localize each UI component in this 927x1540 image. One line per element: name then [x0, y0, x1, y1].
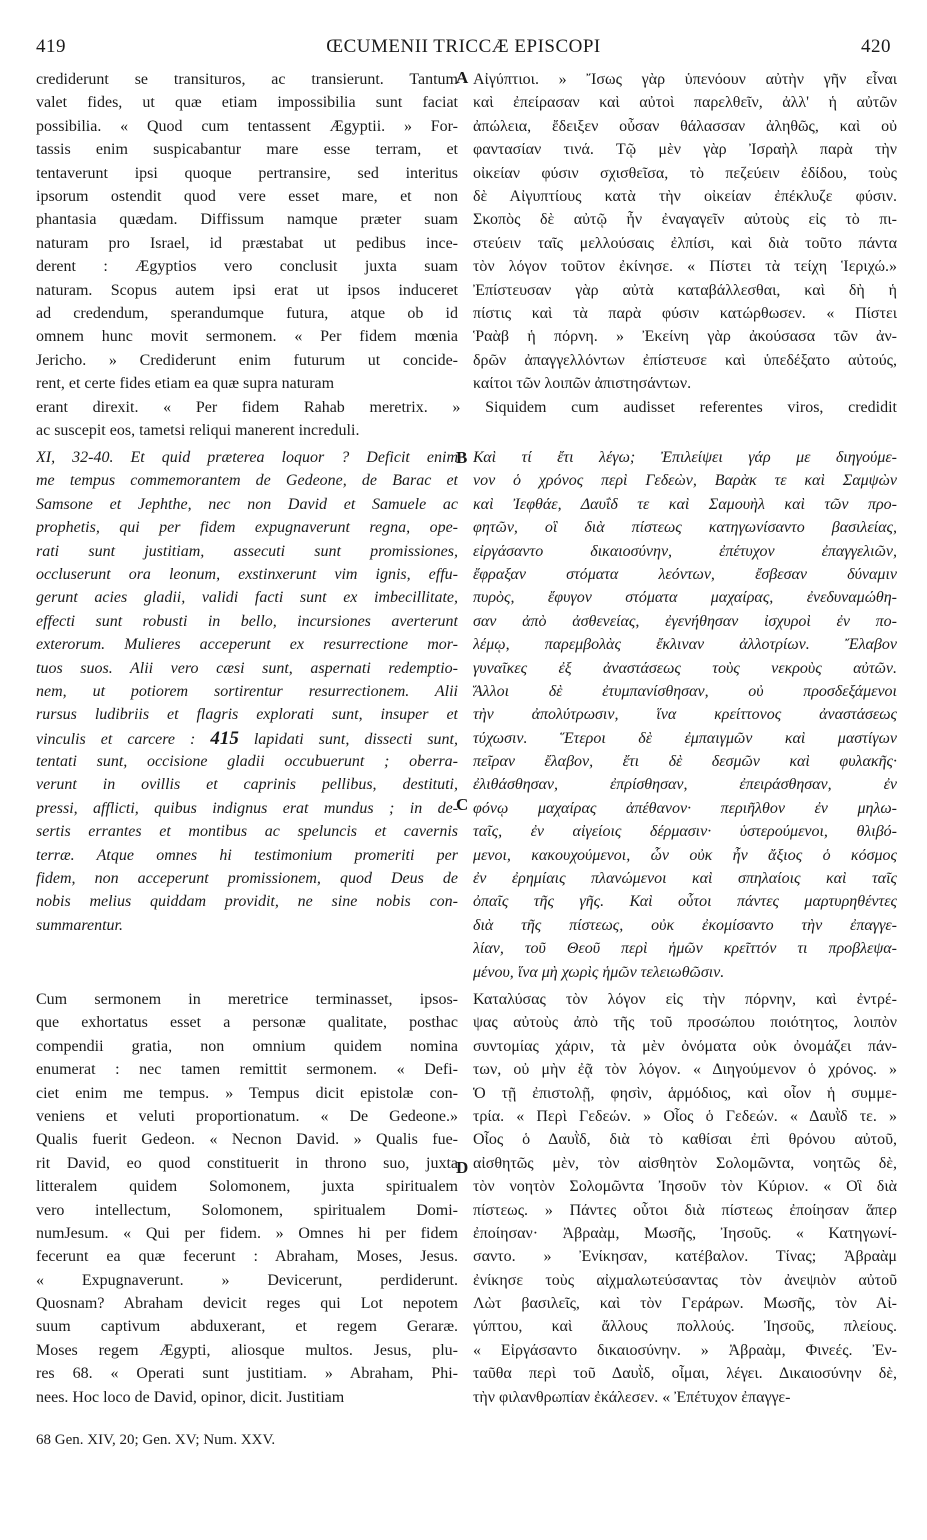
- text-line: αἰσθητῶς μὲν, τὸν αἰσθητὸν Σολομῶντα, νοητῶς δὲ,: [473, 1154, 897, 1172]
- text-line: πίστις καὶ τὰ παρὰ φύσιν κατώρθωσεν. « Πίστει: [473, 304, 897, 322]
- column-marker-d: D: [456, 1158, 469, 1177]
- text-line: litteralem quidem Solomonem, juxta spiritualem: [36, 1178, 458, 1196]
- text-line: Jericho. » Crediderunt enim futurum ut concide-: [36, 351, 458, 369]
- text-line: πυρὸς, ἔφυγον στόματα μαχαίρας, ἐνεδυναμώθη-: [473, 589, 897, 607]
- text-line: tentati sunt, occisione gladii occubuerunt ; oberra-: [36, 753, 458, 771]
- text-line: ταῦθα περὶ τοῦ Δαυῒδ, οἶμαι, λέγει. Δικαιοσύνην δὲ,: [473, 1365, 897, 1383]
- text-line: ipsorum ostendit quod vere esset mare, et non: [36, 187, 458, 205]
- text-line: Qualis fuerit Gedeon. « Necnon David. » Qualis fue-: [36, 1131, 458, 1149]
- text-line: terræ. Atque omnes hi testimonium promeriti per: [36, 846, 458, 864]
- latin-column-middle: [36, 446, 458, 937]
- text-line: ἐλιθάσθησαν, ἐπρίσθησαν, ἐπειράσθησαν, ἐν: [473, 776, 897, 794]
- latin-column-top: [36, 68, 458, 395]
- text-line: erant direxit. « Per fidem Rahab meretrix. » Siquidem cum audisset referentes viros, credidit: [36, 399, 897, 416]
- text-line: nobis melius quiddam providit, ne sine nobis con-: [36, 893, 458, 911]
- text-line: καίτοι τῶν λοιπῶν ἀπιστησάντων.: [473, 375, 692, 393]
- text-line: rent, et certe fides etiam ea quæ supra naturam: [36, 375, 335, 393]
- text-line: sertis errantes et montibus ac speluncis et cavernis: [36, 823, 458, 841]
- text-line: Καὶ τί ἔτι λέγω; Ἐπιλείψει γάρ με διηγούμε-: [473, 449, 897, 466]
- text-line: vinculis et carcere : 415 lapidati sunt, dissecti sunt,: [36, 727, 458, 749]
- text-line: πεῖραν ἔλαβον, ἔτι δὲ δεσμῶν καὶ φυλακῆς·: [473, 753, 897, 771]
- text-line: ciet enim me tempus. » Tempus dicit epistolæ con-: [36, 1084, 458, 1102]
- running-head: [36, 36, 891, 64]
- text-line: rursus ludibriis et flagris explorati sunt, insuper et: [36, 706, 458, 724]
- text-line: nees. Hoc loco de David, opinor, dicit. Justitiam: [36, 1388, 345, 1406]
- text-line: possibilia. « Quod cum tentassent Ægyptii. » For-: [36, 117, 458, 135]
- text-line: summarentur.: [36, 916, 123, 934]
- text-line: τρία. « Περὶ Γεδεών. » Οἷος ὁ Γεδεών. « Δαυῒδ τε. »: [473, 1107, 897, 1125]
- text-line: que exhortatus esset a personæ qualitate, posthac: [36, 1014, 458, 1032]
- text-line: enumerat : nec tamen remittit sermonem. « Defi-: [36, 1061, 458, 1079]
- text-line: gerunt acies gladii, validi facti sunt ex imbecillitate,: [36, 589, 458, 607]
- text-line: Οἷος ὁ Δαυῒδ, διὰ τὸ καθίσαι ἐπὶ θρόνου αὐτοῦ,: [473, 1131, 897, 1149]
- text-line: Λὼτ βασιλεῖς, καὶ τὸν Γεράρων. Μωσῆς, τὸν Αἰ-: [473, 1295, 897, 1313]
- text-line: ἐν ἐρημίαις πλανώμενοι καὶ σπηλαίοις καὶ ταῖς: [473, 870, 897, 888]
- text-line: γύπτου, καὶ ἄλλους πολλούς. Ἰησοῦς, πλείους.: [473, 1318, 897, 1336]
- text-line: τὴν φιλανθρωπίαν ἐκάλεσεν. « Ἐπέτυχον ἐπαγγε-: [473, 1388, 791, 1406]
- text-line: tassis enim suspicabantur mare esse terram, et: [36, 141, 458, 159]
- text-line: pressi, afflicti, quibus indignus erat mundus ; in de-: [36, 799, 458, 817]
- text-line: μενοι, κακουχούμενοι, ὧν οὐκ ἦν ἄξιος ὁ κόσμος: [473, 846, 897, 864]
- text-line: ἐνίκησε τοὺς αἰχμαλωτεύσαντας τὸν ἀνεψιὸν αὐτοῦ: [473, 1271, 897, 1289]
- text-line: τὴν ἀπολύτρωσιν, ἵνα κρείττονος ἀναστάσεως: [473, 706, 897, 724]
- footnote: 68 Gen. XIV, 20; Gen. XV; Num. XXV.: [36, 1432, 276, 1448]
- column-marker-c: C: [456, 795, 469, 814]
- text-line: exterorum. Mulieres acceperunt ex resurrectione mor-: [36, 636, 458, 654]
- text-line: Ῥαὰβ ἡ πόρνη. » Ἐκείνη γὰρ ἀκούσασα τῶν ἀν-: [473, 328, 897, 346]
- text-line: δρῶν ἀπαγγελλόντων ἐπίστευσε καὶ ὑπεδέξατο αὐτούς,: [473, 351, 897, 369]
- text-line: prophetis, qui per fidem expugnaverunt regna, ope-: [36, 519, 458, 537]
- text-line: νον ὁ χρόνος περὶ Γεδεὼν, Βαρὰκ τε καὶ Σαμψὼν: [473, 472, 897, 490]
- greek-column-middle: [473, 446, 897, 984]
- text-line: σαν ἀπὸ ἀσθενείας, ἐγενήθησαν ἰσχυροὶ ἐν πο-: [473, 612, 897, 630]
- text-line: effecti sunt robusti in bello, incursiones averterunt: [36, 612, 458, 630]
- text-line: fecerunt ea quæ fecerunt : Abraham, Moses, Jesus.: [36, 1248, 458, 1266]
- text-line: suum captivum abduxerant, et regem Geraræ.: [36, 1318, 458, 1336]
- page-title: ŒCUMENII TRICCÆ EPISCOPI: [326, 36, 601, 57]
- text-line: numJesum. « Qui per fidem. » Omnes hi per fidem: [36, 1224, 458, 1242]
- text-line: δὲ Αἰγυπτίους κατὰ τὴν οἰκείαν ἐπέκλυζε φύσιν.: [473, 187, 897, 205]
- text-line: καὶ Ἰεφθάε, Δαυΐδ τε καὶ Σαμουὴλ καὶ τῶν προ-: [473, 495, 897, 513]
- text-line: λέμῳ, παρεμβολὰς ἔκλιναν ἀλλοτρίων. Ἔλαβον: [473, 636, 897, 654]
- text-line: ψας αὐτοὺς ἀπὸ τῆς τοῦ προσώπου ποιότητος, λοιπὸν: [473, 1014, 897, 1032]
- text-line: φόνῳ μαχαίρας ἀπέθανον· περιῆλθον ἐν μηλω-: [473, 799, 897, 817]
- text-line: rit David, eo quod constituerit in throno suo, juxta: [36, 1154, 458, 1172]
- text-line: ἐποίησαν· Ἀβραὰμ, Μωσῆς, Ἰησοῦς. « Κατηγωνί-: [473, 1224, 897, 1242]
- text-line: των, οὐ μὴν ἐᾷ τὸν λόγον. « Διηγούμενον ὁ χρόνος. »: [473, 1061, 897, 1079]
- text-line: καὶ ἐπείρασαν καὶ αὐτοὶ παρελθεῖν, ἀλλ' ἡ αὐτῶν: [473, 94, 897, 112]
- text-line: tentaverunt ipsi quoque pertransire, sed interitus: [36, 164, 458, 182]
- text-line: ταῖς, ἐν αἰγείοις δέρμασιν· ὑστερούμενοι, θλιβό-: [473, 823, 897, 841]
- text-line: veniens et veluti proportionatum. « De Gedeone.»: [36, 1107, 458, 1125]
- text-line: phantasia quædam. Diffissum namque præter suam: [36, 211, 458, 229]
- text-line: Moses regem Ægypti, aliosque multos. Jesus, plu-: [36, 1341, 458, 1359]
- text-line: Σκοπὸς δὲ αὐτῷ ἦν ἐναγαγεῖν αὐτοὺς εἰς τὸ πι-: [473, 211, 897, 229]
- text-line: φητῶν, οἳ διὰ πίστεως κατηγωνίσαντο βασιλείας,: [473, 519, 897, 537]
- text-line: crediderunt se transituros, ac transierunt. Tantum: [36, 71, 458, 88]
- text-line: τύχωσιν. Ἕτεροι δὲ ἐμπαιγμῶν καὶ μαστίγων: [473, 729, 897, 747]
- text-line: « Εἰργάσαντο δικαιοσύνην. » Ἀβραὰμ, Φινεές. Ἐν-: [473, 1341, 897, 1359]
- text-line: omnem hunc movit sermonem. « Per fidem mœnia: [36, 328, 458, 346]
- text-line: διὰ τῆς πίστεως, οὐκ ἐκομίσαντο τὴν ἐπαγγε-: [473, 916, 897, 934]
- text-line: λίαν, τοῦ Θεοῦ περὶ ἡμῶν κρεῖττόν τι προβλεψα-: [473, 940, 897, 958]
- page-number-left: 419: [36, 36, 66, 57]
- page-number-right: 420: [861, 36, 891, 57]
- text-line: εἰργάσαντο δικαιοσύνην, ἐπέτυχον ἐπαγγελιῶν,: [473, 542, 897, 560]
- text-line: οἰκείαν φύσιν σχισθεῖσα, τὸ πεζεύειν ἐδίδου, τοὺς: [473, 164, 897, 182]
- text-line: Ἄλλοι δὲ ἐτυμπανίσθησαν, οὐ προσδεξάμενοι: [473, 682, 897, 700]
- text-line: valet fides, ut quæ etiam impossibilia sunt faciat: [36, 94, 458, 112]
- text-line: ἔφραξαν στόματα λεόντων, ἔσβεσαν δύναμιν: [473, 565, 897, 583]
- text-line: nem, ut potiorem sortirentur resurrectionem. Alii: [36, 682, 458, 700]
- text-line: tuos suos. Alii vero cæsi sunt, aspernati redemptio-: [36, 659, 458, 677]
- text-line: ἀπώλεια, ἔδειξεν οὖσαν θάλασσαν ἀληθῶς, καὶ οὐ: [473, 117, 897, 135]
- text-line: naturam. Scopus autem ipsi erat ut ipsos induceret: [36, 281, 458, 299]
- text-line: compendii gratia, non omnium quidem nomina: [36, 1037, 458, 1055]
- text-line: me tempus commemorantem de Gedeone, de Barac et: [36, 472, 458, 490]
- text-line: μένου, ἵνα μὴ χωρὶς ἡμῶν τελειωθῶσιν.: [473, 963, 725, 981]
- text-line: σαντο. » Ἐνίκησαν, κατέβαλον. Τίνας; Ἀβραὰμ: [473, 1248, 897, 1266]
- text-line: rati sunt justitiam, assecuti sunt promissiones,: [36, 542, 458, 560]
- text-line: derent : Ægyptios vero conclusit juxta suam: [36, 258, 458, 276]
- latin-column-bottom: [36, 988, 458, 1409]
- greek-column-top: [473, 68, 897, 395]
- column-marker-b: B: [456, 448, 468, 467]
- text-line: Ὁ τῇ ἐπιστολῇ, φησὶν, ἁρμόδιος, καὶ οἷον ἡ συμμε-: [473, 1084, 897, 1102]
- text-line: vero intellectum, Solomonem, spiritualem Domi-: [36, 1201, 458, 1219]
- text-line: XI, 32-40. Et quid præterea loquor ? Deficit enim: [36, 449, 458, 466]
- text-line: res 68. « Operati sunt justitiam. » Abraham, Phi-: [36, 1365, 458, 1383]
- text-line: Quosnam? Abraham devicit reges qui Lot nepotem: [36, 1295, 458, 1313]
- text-line: occluserunt ora leonum, exstinxerunt vim ignis, effu-: [36, 565, 458, 583]
- column-marker-a: A: [456, 68, 469, 87]
- text-line: Αἰγύπτιοι. » Ἴσως γὰρ ὑπενόουν αὐτὴν γῆν εἶναι: [473, 71, 897, 88]
- text-line: συντομίας χάριν, τὰ μὲν ὀνόματα οὐκ ὀνομάζει πάν-: [473, 1037, 897, 1055]
- text-line: στεύειν ταῖς μελλούσαις ἐλπίσι, καὶ διὰ τοῦτο πάντα: [473, 234, 897, 252]
- text-line: γυναῖκες ἐξ ἀναστάσεως τοὺς νεκροὺς αὐτῶν.: [473, 659, 897, 677]
- text-line: verunt in ovillis et caprinis pellibus, destituti,: [36, 776, 458, 794]
- text-line: πίστεως. » Πάντες οὗτοι διὰ πίστεως ἐποίησαν ἅπερ: [473, 1201, 897, 1219]
- text-line: ὀπαῖς τῆς γῆς. Καὶ οὗτοι πάντες μαρτυρηθέντες: [473, 893, 897, 911]
- text-line: φαντασίαν τινά. Τῷ μὲν γὰρ Ἰσραὴλ παρὰ τὴν: [473, 141, 897, 159]
- text-line: ac suscepit eos, tametsi reliqui manerent increduli.: [36, 422, 360, 440]
- text-line: τὸν νοητὸν Σολομῶντα Ἰησοῦν τὸν Κύριον. « Οἳ διὰ: [473, 1178, 897, 1196]
- text-line: Samsone et Jephthe, nec non David et Samuele ac: [36, 495, 458, 513]
- text-line: τὸν λόγον τοῦτον ἐκίνησε. « Πίστει τὰ τείχη Ἱεριχώ.»: [473, 258, 897, 276]
- text-line: naturam pro Israel, id præstabat ut pedibus ince-: [36, 234, 458, 252]
- text-line: Καταλύσας τὸν λόγον εἰς τὴν πόρνην, καὶ ἐντρέ-: [473, 991, 897, 1008]
- greek-column-bottom: [473, 988, 897, 1409]
- full-width-lines: [36, 396, 897, 443]
- text-line: ad credendum, sperandumque futura, atque ob id: [36, 304, 458, 322]
- text-line: fidem, non acceperunt promissionem, quod Deus de: [36, 870, 458, 888]
- text-line: « Expugnaverunt. » Devicerunt, perdiderunt.: [36, 1271, 458, 1289]
- text-line: Cum sermonem in meretrice terminasset, ipsos-: [36, 991, 458, 1008]
- text-line: Ἐπίστευσαν γὰρ αὐτὰ καταβάλλεσθαι, καὶ δὴ ἡ: [473, 281, 897, 299]
